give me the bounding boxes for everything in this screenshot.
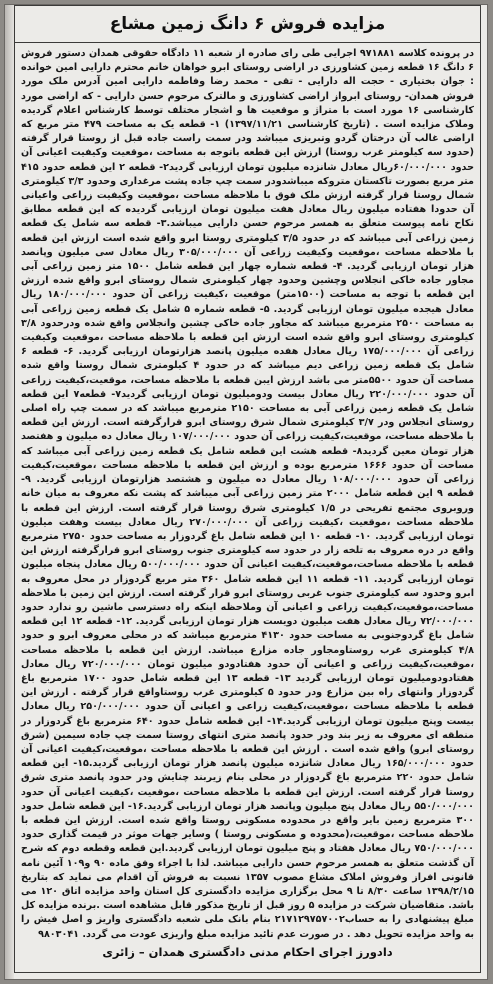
newspaper-clipping: [4, 4, 488, 980]
notice-header: [15, 6, 480, 43]
notice-body-paragraph: در پرونده کلاسه ۹۷۱۸۸۱ اجرایی طی رای صادره از شعبه ۱۱ دادگاه حقوقی همدان دستور فروش ۶ دانگ ۱۶ قطعه زمین کشاورزی در اراضی روستای ابرو خواهان خانم محترم دارایی امین خوانده : جوان بختیاری - حجت اله دارایی - تقی - محمد رضا وفاطمه دارایی امین آدرس ملک مورد فروش همدان- روستای ابرواز اراضی کشاورزی و مالترک مرحوم حسن دارایی - که اراضی مورد کارشناسی ۱۶ مورد است با متراژ و موقعیت ها و اشجار مختلف توسط کارشناس اعلام گردیده وملاک مزایده است . (تاریخ کارشناسی ۱۳۹۷/۱۱/۲۱) ۱- قطعه یک به مساحت ۴۷۹ متر مربع که اراضی غالب آن درختان گردو وتبریزی میباشد ودر سمت راست جاده قبل از روستا قرار گرفته (حدود سه کیلومتر غرب روستا) ارزش این قطعه باتوجه به مساحت ،موقعیت وکیفیت اعیانی آن حدود ۶۰/۰۰۰/۰۰۰ریال معادل شانزده میلیون تومان ارزیابی گردید۲- قطعه ۲ این قطعه حدود ۴۱۵ متر مربع بصورت تاکستان متروکه میباشدودر سمت چپ جاده پشت مرغداری وحدود ۳/۳ کیلومتری شمال روستا قرار گرفته ارزش ملک فوق با ملاحظه مساحت ،موقعیت وکیفیت زراعی واعیانی آن حدودا هفتاده میلیون ریال معادل هفت میلیون تومان ارزیابی گردیده که این قطعه مطابق نکاح نامه پیوست متعلق به همسر مرحوم حسن دارایی میباشد.۳- قطعه سه شامل یک قطعه زمین زراعی آبی میباشد که در حدود ۳/۵ کیلومتری روستا ابرو واقع شده است ارزش این قطعه با ملاحظه مساحت ،موقعیت وکیفیت زراعی آن ۳۰۵/۰۰۰/۰۰۰ ریال معادل سی میلیون وپانصد هزار تومان ارزیابی گردید. ۴- قطعه شماره چهار این قطعه شامل ۱۵۰۰ متر زمین زراعی آبی مجاور جاده خاکی انجلاس وچشین وحدود چهار کیلومتری شمال روستای ابرو واقع شده ارزش این قطعه با توجه به مساحت (۱۵۰۰متر) موقعیت ،کیفیت زراعی آن حدود ۱۸۰/۰۰۰/۰۰۰ ریال معادل هیجده میلیون تومان ارزیابی گردید. ۵- قطعه شماره ۵ شامل یک قطعه زمین زراعی آبی به مساحت ۲۵۰۰ مترمربع میباشد که مجاور جاده خاکی چشین وانجلاس واقع شده ودرحدود ۳/۸ کیلومتری روستای ابرو واقع شده است ارزش این قطعه با ملاحظه مساحت ،موقعیت وکیفیت زراعی آن ۱۷۵/۰۰۰/۰۰۰ ریال معادل هفده میلیون پانصد هزارتومان ارزیابی گردید. ۶- قطعه ۶ شامل یک قطعه زمین زراعی دیم میباشد که در حدود ۴ کیلومتری شمال روستا واقع شده مساحت آن حدود ۵۵۰۰متر می باشد ارزش ایبن قطعه با ملاحظه مساحت، موقعیت،کیفیت زراعی آن حدود ۲۲۰/۰۰۰/۰۰۰ ریال معادل بیست ودومیلیون تومان ارزیابی گردید۷- قطعه۷ این قطعه شامل یک قطعه زمین زراعی آبی به مساحت ۲۱۵۰ مترمربع میباشد که در سمت چپ راه اصلی روستای انجلاس ودر ۳/۷ کیلومتری شمال شرق روستای ابرو قرارگرفته است. ارزش این قطعه با ملاحظه مساحت، موقعیت،کیفیت زراعی آن حدود ۱۰۷/۰۰۰/۰۰۰ ریال معادل ده میلیون و هفتصد هزار تومان معین گردید۸- قطعه هشت این قطعه شامل یک قطعه زمین زراعی آبی میباشد که مساحت آن حدود ۱۶۶۶ مترمربع بوده و ارزش این قطعه با ملاحظه مساحت ،موقعیت،کیفیت زراعی آن حدود ۱۰۸/۰۰۰/۰۰۰ ریال معادل ده میلیون و هشتصد هزارتومان ارزیابی گردید. ۹- قطعه ۹ این قطعه شامل ۲۰۰۰ متر زمین زراعی آبی میباشد که پشت نکه معروف به میان خانه وروبروی مجتمع تفریحی در ۱/۵ کیلومتری شرق روستا قرار گرفته است. ارزش این قطعه با ملاحظه مساحت ،موقعیت ،کیفیت زراعی آن ۲۷۰/۰۰۰/۰۰۰ ریال معادل بیست وهفت میلیون تومان ارزیابی گردید. ۱۰- قطعه ۱۰ این قطعه شامل باغ گردوزار به مساحت حدود ۲۷۵۰ مترمربع واقع در دره معروف به تلخه زار در حدود سه کیلومتری جنوب روستای ابرو قرارگرفته ارزش این قطعه با ملاحظه مساحت،موقعیت،کیفیت اعیانی آن حدود ۵۰۰/۰۰۰/۰۰۰ ریال معادل پنجاه میلیون تومان ارزیابی گردید. ۱۱- قطعه ۱۱ این قطعه شامل ۳۶۰ متر مربع گردوزار در محل معروف به ابرو وحدود سه کیلومتری جنوب غربی روستای ابرو قرار گرفته است. ارزش این زمین با ملاحظه مساحت،موقعیت،کیفیت زراعی و اعیانی آن وملاحظه اینکه راه دسترسی ماشین رو ندارد حدود ۷۲/۰۰۰/۰۰۰ ریال معادل هفت میلیون دویست هزار تومان ارزیابی گردید. ۱۲- قطعه ۱۲ این قطعه شامل باغ گردوجنوبی به مساحت حدود ۴۱۳۰ مترمربع میباشد که در محلی معروف ابرو و حدود ۴/۸ کیلومتری غرب روستاومجاور جاده مزارع میباشد. ارزش این قطعه با ملاحظه مساحت ،موقعیت،کیفیت زراعی و اعیانی آن حدود هفتادودو میلیون تومان ۷۲۰/۰۰۰/۰۰۰ ریال معادل هفتادودومیلیون تومان ارزیابی گردید ۱۳- قطعه ۱۳ این قطعه شامل حدود ۱۷۰۰ مترمربع باغ گردوزار وانتهای راه بین مزارع ودر حدود ۵ کیلومتری غرب روستاواقع قرار گرفته . ارزش این قطعه با ملاحظه مساحت ،موقعیت،کیفیت زراعی و اعیانی آن حدود ۲۵۰/۰۰۰/۰۰۰ ریال معادل بیست وپنج میلیون تومان ارزیابی گردید.۱۴- این قطعه شامل حدود ۶۴۰ مترمربع باغ گردوزار در منطقه ای معروف به زیر بند ودر حدود پانصد متری انتهای روستا سمت چپ جاده سیمین (شرق روستای ابرو) واقع شده است . ارزش این قطعه با ملاحظه مساحت ،موقعیت،کیفیت اعیانی آن حدود ۱۶۵/۰۰۰/۰۰۰ ریال معادل شانزده میلیون پانصد هزار تومان ارزیابی گردید.۱۵- این قطعه شامل حدود ۲۲۰ مترمربع باغ گردوزار در محلی بنام زیربند چنایش ودر حدود پانصد متری شرق روستا قرار گرفته است. ارزش این قطعه با ملاحظه مساحت ،موقعیت ،کیفیت اعیانی آن حدود ۵۵۰/۰۰۰/۰۰۰ ریال معادل پنج میلیون وپانصد هزار تومان ارزیابی گردید.۱۶- این قطعه شامل حدود ۳۰۰ مترمربع زمین بایر واقع در محدوده مسکونی روستا واقع شده است. ارزش این قطعه با ملاحظه مساحت ،موقعیت،(محدوده و مسکونی روستا ) وسایر جهات موثر در قیمت گذاری حدود ۷۵۰/۰۰۰/۰۰۰ ریال معادل هفتاد و پنج میلیون تومان ارزیابی گردید.این قطعه وقطعه دوم که شرح آن گذشت متعلق به همسر مرحوم حسن دارایی میباشد. لذا با اجراء وفق ماده ۹۰ و۱۰۹ آئین نامه قانونی افراز وفروش املاک مشاع مصوب ۱۳۵۷ نسبت به فروش آن اقدام می نماید که بتاریخ ۱۳۹۸/۲/۱۵ ساعت ۸/۳۰ تا ۹ محل برگزاری مزایده دادگستری کل استان واحد مزایده اتاق ۱۲۰ می باشد. متقاضیان شرکت در مزایده ۵ روز قبل از تاریخ مذکور قابل مشاهده است .برنده مزایده کل مبلغ پیشنهادی را به حساب۲۱۷۱۲۹۷۵۷۰۰۲ بنام بانک ملی شعبه دادگستری واریز و اصل فیش را به واحد مزایده تحویل دهد . در صورت عدم تائید مزایده مبلغ واریزی عودت می گردد. ۹۸۰۳۰۴۱: [21, 48, 475, 940]
notice-frame: [14, 5, 481, 973]
notice-title: مزایده فروش ۶ دانگ زمین مشاع: [109, 14, 386, 34]
scan-edge-shadow: [5, 5, 14, 979]
notice-signature: دادورز اجرای احکام مدنی دادگستری همدان – زائری: [102, 944, 393, 959]
notice-body: [15, 43, 480, 959]
